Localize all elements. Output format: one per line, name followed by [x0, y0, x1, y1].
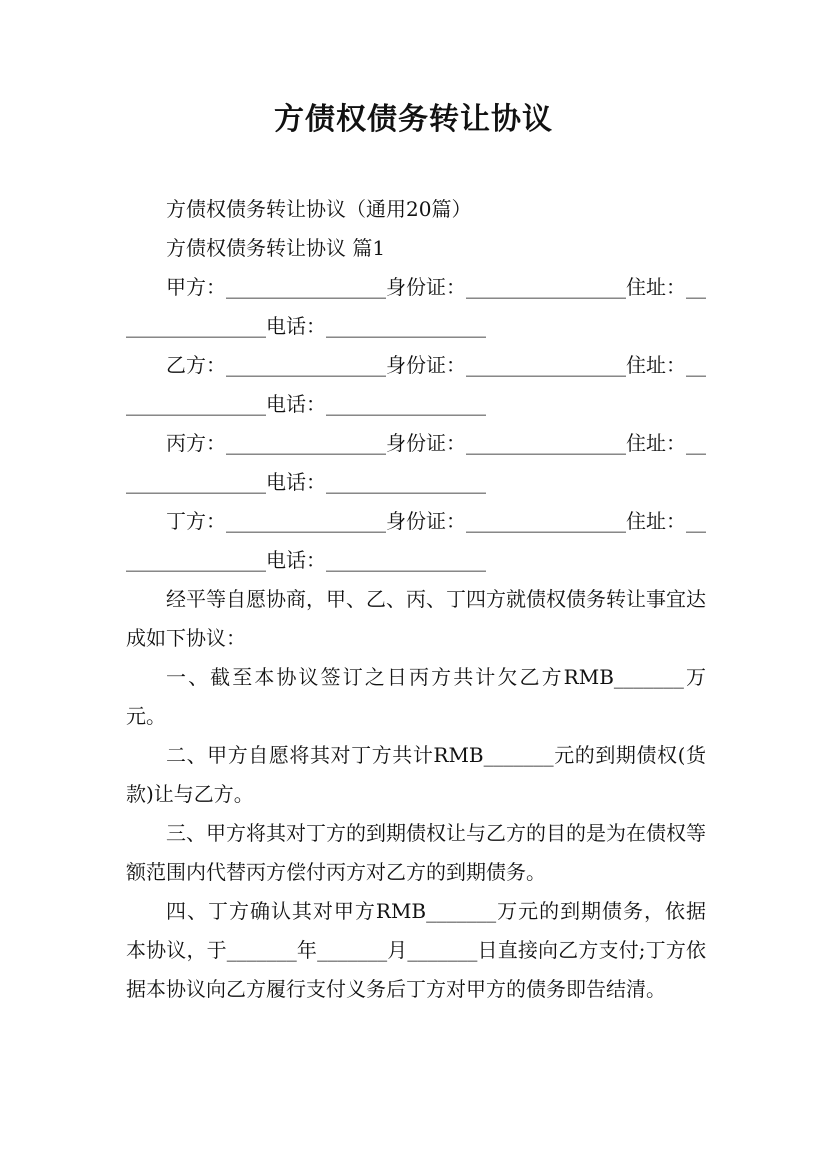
document-title: 方债权债务转让协议 — [274, 102, 553, 137]
party-d-line: 丁方：________________身份证：________________住址：________________电话：________________ — [126, 509, 706, 572]
party-b-line: 乙方：________________身份证：________________住址：________________电话：________________ — [126, 353, 706, 416]
clause-4: 四、丁方确认其对甲方RMB_______万元的到期债务，依据本协议，于_______年_______月_______日直接向乙方支付;丁方依据本协议向乙方履行支付义务后丁方对甲方的债务即告结清。 — [126, 899, 706, 1001]
section-heading: 方债权债务转让协议 篇1 — [166, 236, 386, 260]
clause-1: 一、截至本协议签订之日丙方共计欠乙方RMB_______万元。 — [126, 665, 706, 728]
party-a-line: 甲方：________________身份证：________________住址：________________电话：________________ — [126, 275, 706, 338]
clause-2: 二、甲方自愿将其对丁方共计RMB_______元的到期债权(货款)让与乙方。 — [126, 743, 706, 806]
party-c-line: 丙方：________________身份证：________________住址：________________电话：________________ — [126, 431, 706, 494]
preamble-paragraph: 经平等自愿协商，甲、乙、丙、丁四方就债权债务转让事宜达成如下协议： — [126, 587, 706, 650]
document-body — [126, 190, 706, 1009]
subtitle-paragraph: 方债权债务转让协议（通用20篇） — [166, 197, 472, 221]
clause-3: 三、甲方将其对丁方的到期债权让与乙方的目的是为在债权等额范围内代替丙方偿付丙方对乙方的到期债务。 — [126, 821, 706, 884]
